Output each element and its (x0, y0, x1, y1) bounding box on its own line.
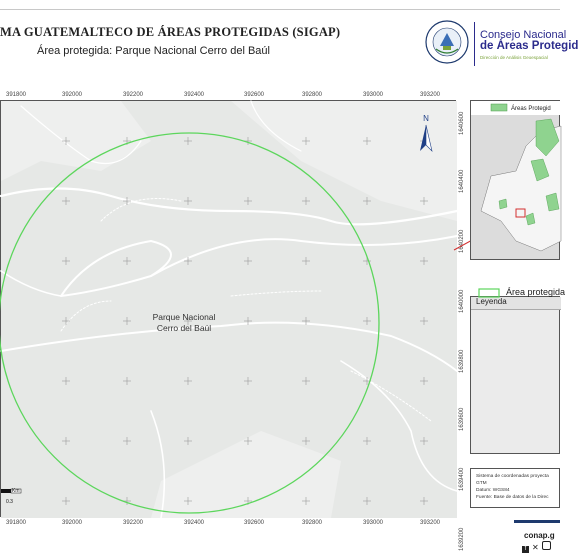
x-bottom-tick-label: 392000 (62, 520, 83, 526)
scale-value: 0.3 (6, 499, 13, 505)
footer-website[interactable]: conap.g (524, 531, 555, 540)
inset-legend-swatch (491, 104, 507, 111)
guatemala-seal-logo (424, 19, 470, 65)
x-top-tick-label: 393000 (363, 92, 384, 98)
org-name-line2: de Áreas Protegid (480, 40, 578, 52)
map-canvas (1, 101, 457, 518)
main-map[interactable] (0, 100, 456, 517)
org-name-line1: Consejo Nacional (480, 29, 567, 41)
x-bottom-tick-label: 393000 (363, 520, 384, 526)
instagram-icon[interactable] (542, 541, 551, 550)
y-right-tick-label: 1639400 (459, 467, 465, 491)
y-right-tick-label: 1640400 (459, 169, 465, 193)
map-title: MA GUATEMALTECO DE ÁREAS PROTEGIDAS (SIGAP) (0, 25, 341, 39)
header-rule (0, 9, 560, 10)
x-bottom-tick-label: 392200 (123, 520, 144, 526)
legend-swatch (478, 287, 500, 299)
legend-panel (470, 296, 560, 454)
info-line: GTM (476, 481, 487, 486)
footer-bar (514, 520, 560, 523)
x-top-tick-label: 393200 (420, 92, 441, 98)
scale-unit: Km (12, 488, 20, 494)
facebook-icon[interactable]: f (522, 546, 529, 553)
north-label: N (423, 114, 429, 123)
org-department: Dirección de Análisis Geoespacial (480, 55, 548, 60)
x-bottom-tick-label: 391800 (6, 520, 27, 526)
map-subtitle: Área protegida: Parque Nacional Cerro del Baúl (37, 45, 270, 57)
x-top-tick-label: 392000 (62, 92, 83, 98)
social-icons (522, 541, 551, 553)
area-label-line2: Cerro del Baúl (156, 323, 212, 333)
inset-map[interactable] (470, 100, 560, 260)
x-top-tick-label: 392400 (184, 92, 205, 98)
x-bottom-tick-label: 393200 (420, 520, 441, 526)
x-bottom-tick-label: 392800 (302, 520, 323, 526)
x-top-tick-label: 392600 (244, 92, 265, 98)
info-line: Fuente: Base de datos de la Direc (476, 495, 549, 500)
inset-canvas (471, 101, 561, 261)
y-right-tick-label: 1640600 (459, 111, 465, 135)
x-icon[interactable]: ✕ (532, 543, 539, 552)
y-right-tick-label: 1639600 (459, 407, 465, 431)
y-right-tick-label: 1640200 (459, 229, 465, 253)
y-right-tick-label: 1640000 (459, 289, 465, 313)
inset-legend-label: Áreas Protegid (511, 106, 551, 112)
y-right-tick-label: 1639800 (459, 349, 465, 373)
legend-item-label: Área protegida (506, 287, 566, 297)
legend-title: Leyenda (476, 297, 507, 306)
info-line: Datum: WGS84 (476, 488, 510, 493)
x-bottom-tick-label: 392400 (184, 520, 205, 526)
map-header (0, 0, 560, 86)
x-top-tick-label: 392800 (302, 92, 323, 98)
x-top-tick-label: 391800 (6, 92, 27, 98)
x-top-tick-label: 392200 (123, 92, 144, 98)
x-bottom-tick-label: 392600 (244, 520, 265, 526)
info-line: Sistema de coordenadas proyecta (476, 474, 549, 479)
area-label-line1: Parque Nacional (152, 312, 216, 322)
logo-divider (474, 22, 475, 66)
y-right-tick-label: 1639200 (459, 527, 465, 551)
